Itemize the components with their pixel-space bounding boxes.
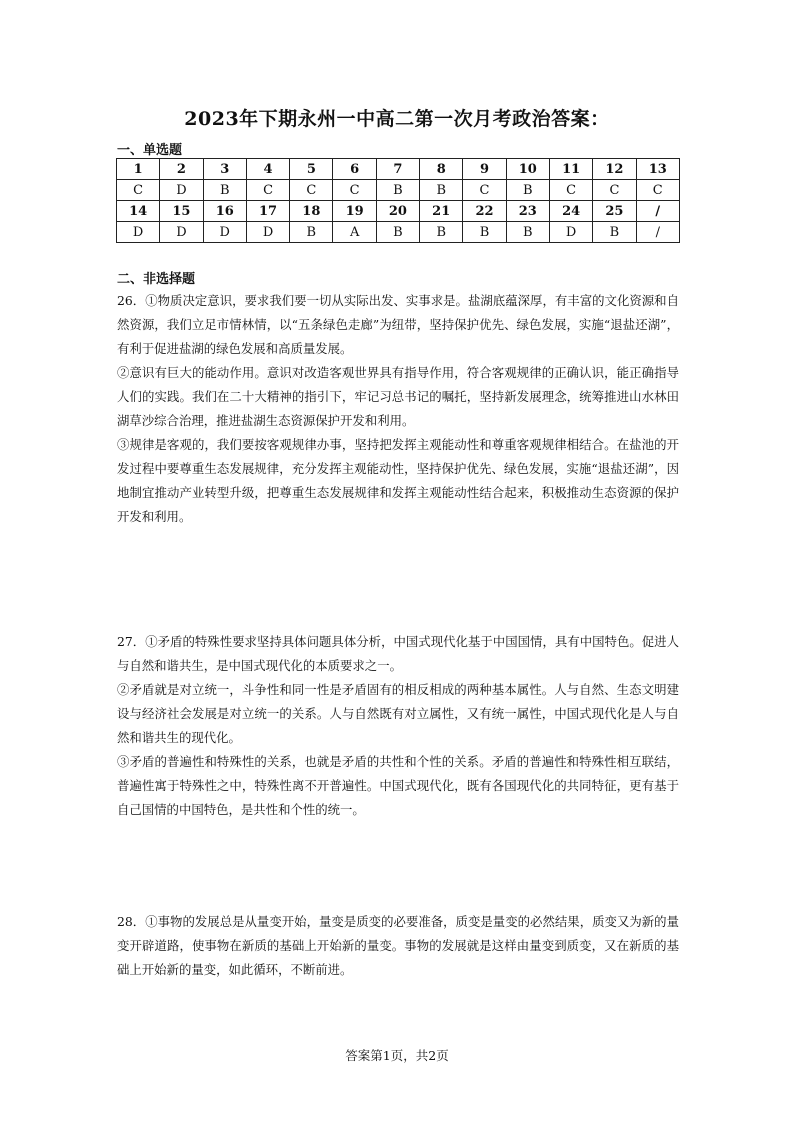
table-cell: B bbox=[376, 222, 419, 243]
table-cell: 15 bbox=[160, 201, 203, 222]
section-heading-single-choice: 一、单选题 bbox=[117, 143, 183, 158]
table-cell: 6 bbox=[333, 159, 376, 180]
table-cell: C bbox=[246, 180, 289, 201]
table-cell: 7 bbox=[376, 159, 419, 180]
answer-question-27 bbox=[117, 630, 679, 822]
table-cell: A bbox=[333, 222, 376, 243]
page-title: 2023年下期永州一中高二第一次月考政治答案： bbox=[184, 108, 610, 130]
table-cell: 17 bbox=[246, 201, 289, 222]
table-cell: 11 bbox=[549, 159, 592, 180]
table-cell: / bbox=[636, 201, 679, 222]
table-cell: D bbox=[160, 180, 203, 201]
answer-paragraph: ③矛盾的普遍性和特殊性的关系，也就是矛盾的共性和个性的关系。矛盾的普遍性和特殊性相互联结，普遍性寓于特殊性之中，特殊性离不开普遍性。中国式现代化，既有各国现代化的共同特征，更有基于自己国情的中国特色，是共性和个性的统一。 bbox=[117, 754, 679, 817]
table-cell: C bbox=[290, 180, 333, 201]
table-cell: B bbox=[506, 222, 549, 243]
answer-paragraph: 27．①矛盾的特殊性要求坚持具体问题具体分析，中国式现代化基于中国国情，具有中国特色。促进人与自然和谐共生，是中国式现代化的本质要求之一。 bbox=[117, 634, 679, 673]
table-cell: B bbox=[290, 222, 333, 243]
table-cell: 10 bbox=[506, 159, 549, 180]
table-cell: 9 bbox=[463, 159, 506, 180]
table-cell: 25 bbox=[593, 201, 636, 222]
table-cell: 3 bbox=[203, 159, 246, 180]
single-choice-answer-table bbox=[116, 158, 680, 243]
table-cell: 13 bbox=[636, 159, 679, 180]
table-row-answers-14-25 bbox=[117, 222, 680, 243]
table-cell: C bbox=[593, 180, 636, 201]
answer-paragraph: ③规律是客观的，我们要按客观规律办事，坚持把发挥主观能动性和尊重客观规律相结合。在盐池的开发过程中要尊重生态发展规律，充分发挥主观能动性，坚持保护优先、绿色发展，实施“退盐还湖”，因地制宜推动产业转型升级，把尊重生态发展规律和发挥主观能动性结合起来，积极推动生态资源的保护开发和利用。 bbox=[117, 437, 679, 524]
table-cell: C bbox=[549, 180, 592, 201]
table-cell: 12 bbox=[593, 159, 636, 180]
answer-paragraph: ②矛盾就是对立统一，斗争性和同一性是矛盾固有的相反相成的两种基本属性。人与自然、生态文明建设与经济社会发展是对立统一的关系。人与自然既有对立属性，又有统一属性，中国式现代化是人与自然和谐共生的现代化。 bbox=[117, 682, 679, 745]
section-heading-non-choice: 二、非选择题 bbox=[117, 272, 196, 287]
table-cell: B bbox=[506, 180, 549, 201]
table-cell: D bbox=[549, 222, 592, 243]
table-row-question-numbers-1-13 bbox=[117, 159, 680, 180]
table-cell: B bbox=[420, 222, 463, 243]
table-cell: 14 bbox=[117, 201, 160, 222]
table-cell: / bbox=[636, 222, 679, 243]
table-cell: 19 bbox=[333, 201, 376, 222]
table-cell: 20 bbox=[376, 201, 419, 222]
table-cell: B bbox=[593, 222, 636, 243]
answer-question-28 bbox=[117, 910, 679, 982]
table-row-answers-1-13 bbox=[117, 180, 680, 201]
table-cell: 1 bbox=[117, 159, 160, 180]
table-cell: C bbox=[333, 180, 376, 201]
table-cell: D bbox=[117, 222, 160, 243]
answer-paragraph: 26．①物质决定意识，要求我们要一切从实际出发、实事求是。盐湖底蕴深厚，有丰富的文化资源和自然资源，我们立足市情林情，以“五条绿色走廊”为纽带，坚持保护优先、绿色发展，实施“退盐还湖”，有利于促进盐湖的绿色发展和高质量发展。 bbox=[117, 293, 679, 356]
table-cell: 18 bbox=[290, 201, 333, 222]
table-cell: D bbox=[203, 222, 246, 243]
table-cell: D bbox=[246, 222, 289, 243]
answer-question-26 bbox=[117, 289, 679, 529]
table-cell: D bbox=[160, 222, 203, 243]
table-cell: 24 bbox=[549, 201, 592, 222]
table-row-question-numbers-14-25 bbox=[117, 201, 680, 222]
table-cell: B bbox=[463, 222, 506, 243]
table-cell: 22 bbox=[463, 201, 506, 222]
table-cell: 5 bbox=[290, 159, 333, 180]
table-cell: 4 bbox=[246, 159, 289, 180]
table-cell: B bbox=[203, 180, 246, 201]
table-cell: 2 bbox=[160, 159, 203, 180]
table-cell: 16 bbox=[203, 201, 246, 222]
table-cell: C bbox=[117, 180, 160, 201]
page-footer: 答案第1页，共2页 bbox=[345, 1048, 449, 1063]
table-cell: C bbox=[463, 180, 506, 201]
answer-paragraph: ②意识有巨大的能动作用。意识对改造客观世界具有指导作用，符合客观规律的正确认识，能正确指导人们的实践。我们在二十大精神的指引下，牢记习总书记的嘱托，坚持新发展理念，统筹推进山水林田湖草沙综合治理，推进盐湖生态资源保护开发和利用。 bbox=[117, 365, 679, 428]
table-cell: 8 bbox=[420, 159, 463, 180]
table-cell: 23 bbox=[506, 201, 549, 222]
table-cell: 21 bbox=[420, 201, 463, 222]
table-cell: B bbox=[420, 180, 463, 201]
answer-paragraph: 28．①事物的发展总是从量变开始，量变是质变的必要准备，质变是量变的必然结果，质变又为新的量变开辟道路，使事物在新质的基础上开始新的量变。事物的发展就是这样由量变到质变，又在新质的基础上开始新的量变，如此循环，不断前进。 bbox=[117, 914, 679, 977]
table-cell: B bbox=[376, 180, 419, 201]
table-cell: C bbox=[636, 180, 679, 201]
